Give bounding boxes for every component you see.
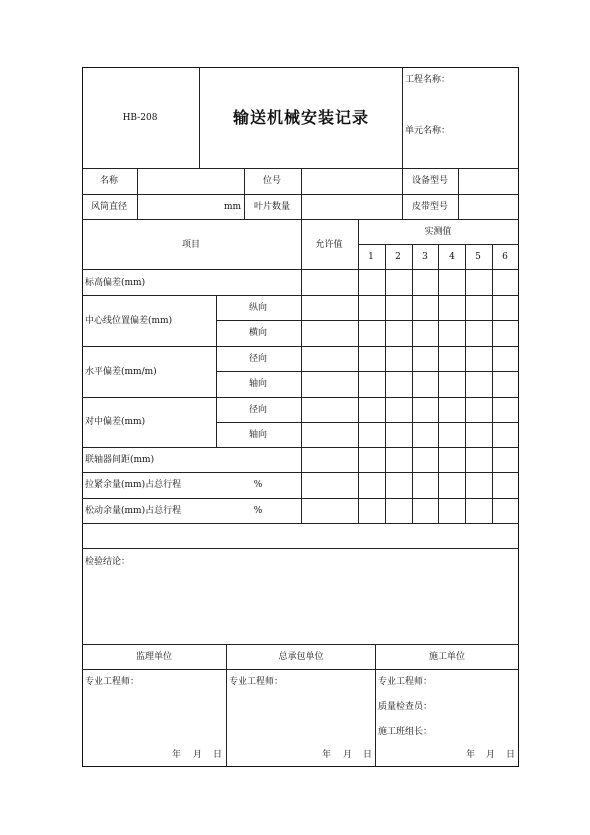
vline-info-3 [301, 168, 302, 219]
measure-col-6: 6 [502, 252, 508, 262]
vline-header-right [402, 67, 403, 168]
name-label: 名称 [99, 176, 119, 186]
belt-model-label: 皮带型号 [411, 202, 449, 212]
form-code: HB-208 [122, 113, 158, 123]
vline-info-2 [244, 168, 245, 219]
item-header: 项目 [181, 240, 201, 250]
construction-date-month: 月 [486, 750, 496, 760]
vline-col-4 [438, 244, 439, 523]
row-coupling-label: 联轴器间距(mm) [85, 455, 155, 465]
line-row-align-mid [216, 422, 519, 423]
duct-diameter-label: 风筒直径 [90, 202, 128, 212]
row-level-axial-label: 轴向 [248, 379, 268, 389]
contractor-date-year: 年 [322, 750, 332, 760]
line-sign-header [82, 669, 519, 670]
project-name-label: 工程名称： [405, 75, 451, 85]
row-level-radial-label: 径向 [248, 354, 268, 364]
vline-col-6 [492, 244, 493, 523]
row-tension-label: 拉紧余量(mm)占总行程 [85, 480, 182, 490]
vline-col-2 [385, 244, 386, 523]
supervision-date-year: 年 [172, 750, 182, 760]
vline-allowed-left [301, 219, 302, 523]
line-blank-row [82, 548, 519, 549]
row-level-label: 水平偏差(mm/m) [85, 367, 157, 377]
position-label: 位号 [262, 176, 282, 186]
construction-engineer-label: 专业工程师： [378, 677, 433, 687]
vline-subitem [216, 295, 217, 447]
row-alignment-label: 对中偏差(mm) [85, 417, 146, 427]
vline-sign-1 [226, 644, 227, 767]
unit-name-label: 单元名称： [405, 126, 451, 136]
conclusion-label: 检验结论： [85, 557, 131, 567]
construction-date-day: 日 [506, 750, 516, 760]
supervision-date-month: 月 [193, 750, 203, 760]
supervision-date-day: 日 [213, 750, 223, 760]
vline-col-3 [412, 244, 413, 523]
contractor-date-day: 日 [363, 750, 373, 760]
row-longitudinal-label: 纵向 [248, 303, 268, 313]
row-loose-label: 松动余量(mm)占总行程 [85, 506, 182, 516]
vline-info-1 [137, 168, 138, 219]
measured-header: 实测值 [424, 227, 452, 237]
vline-header-left [199, 67, 200, 168]
vline-col-5 [465, 244, 466, 523]
construction-date-year: 年 [466, 750, 476, 760]
measure-col-1: 1 [368, 252, 374, 262]
team-leader-label: 施工班组长： [378, 727, 433, 737]
contractor-engineer-label: 专业工程师： [229, 677, 284, 687]
supervision-engineer-label: 专业工程师： [85, 677, 140, 687]
duct-unit: mm [224, 202, 242, 212]
line-conclusion-bottom [82, 644, 519, 645]
measure-col-4: 4 [449, 252, 455, 262]
allowed-header: 允许值 [315, 240, 343, 250]
row-tension-unit: % [253, 480, 263, 490]
quality-inspector-label: 质量检查员： [378, 702, 433, 712]
measure-col-2: 2 [395, 252, 401, 262]
row-loose-unit: % [253, 506, 263, 516]
vline-allowed-right [358, 219, 359, 523]
row-alignment-radial-label: 径向 [248, 405, 268, 415]
construction-header: 施工单位 [428, 652, 466, 662]
row-elevation-label: 标高偏差(mm) [85, 278, 146, 288]
supervision-header: 监理单位 [135, 652, 173, 662]
line-row-level-mid [216, 371, 519, 372]
row-transverse-label: 横向 [248, 328, 268, 338]
contractor-date-month: 月 [343, 750, 353, 760]
equipment-model-label: 设备型号 [411, 176, 449, 186]
form-title: 输送机械安装记录 [232, 108, 370, 127]
vline-sign-2 [375, 644, 376, 767]
general-contractor-header: 总承包单位 [278, 652, 324, 662]
blade-count-label: 叶片数量 [253, 202, 291, 212]
line-row-center-mid [216, 320, 519, 321]
measure-col-3: 3 [422, 252, 428, 262]
row-alignment-axial-label: 轴向 [248, 430, 268, 440]
vline-info-5 [458, 168, 459, 219]
measure-col-5: 5 [475, 252, 481, 262]
row-center-line-label: 中心线位置偏差(mm) [85, 316, 173, 326]
vline-info-4 [402, 168, 403, 219]
line-row-loose [82, 523, 519, 524]
